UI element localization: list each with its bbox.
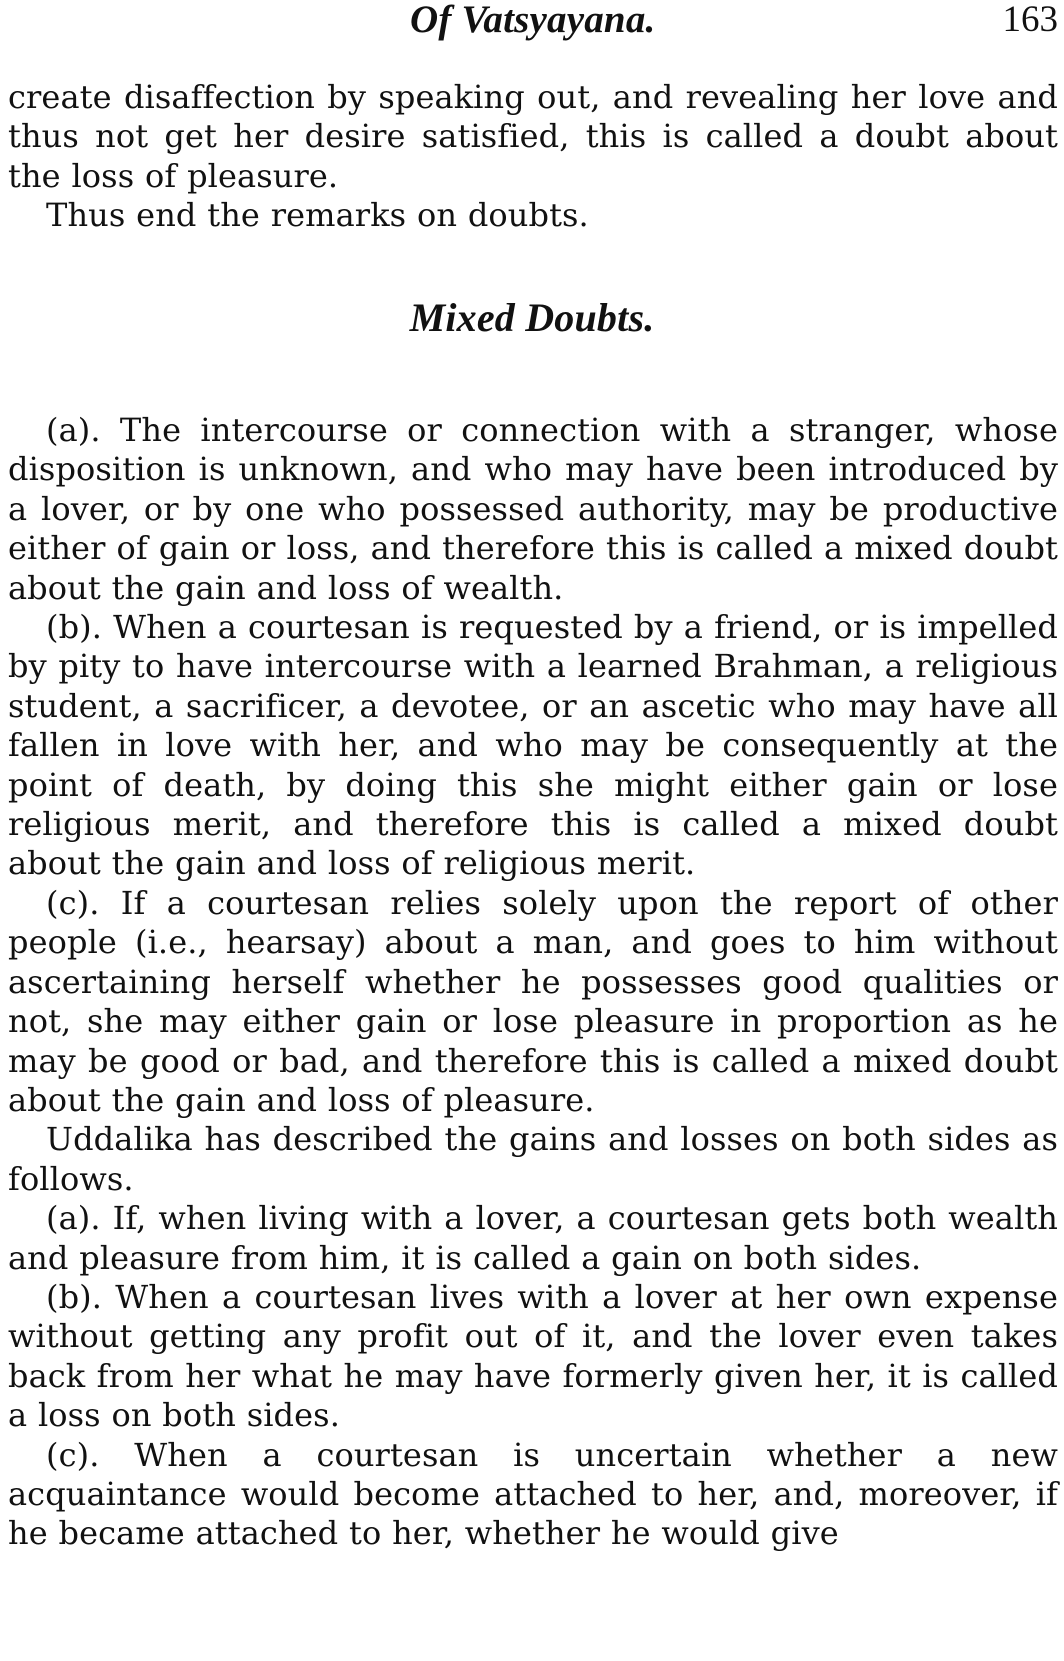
running-title: Of Vatsyayana.: [410, 0, 656, 41]
paragraph-uddalika: Uddalika has described the gains and losses on both sides as follows.: [8, 1120, 1058, 1198]
running-head: [0, 0, 1064, 42]
intro-text-block: [8, 78, 1058, 236]
paragraph-both-sides-c: (c). When a courtesan is uncertain whether a new acquaintance would become attached to her, and, moreover, if he became attached to her, whether he would give: [8, 1435, 1058, 1553]
paragraph-mixed-a: (a). The intercourse or connection with a stranger, whose disposition is unknown, and who may have been introduced by a lover, or by one who possessed authority, may be productive either of gain or loss, and therefore this is called a mixed doubt about the gain and loss of wealth.: [8, 411, 1058, 607]
paragraph-mixed-c: (c). If a courtesan relies solely upon the report of other people (i.e., hearsay) about a man, and goes to him without ascertaining herself whether he possesses good qualities or not, she may either gain or lose pleasure in proportion as he may be good or bad, and therefore this is called a mixed doubt about the gain and loss of pleasure.: [8, 883, 1058, 1119]
page-number: 163: [1002, 0, 1058, 40]
paragraph-both-sides-a: (a). If, when living with a lover, a courtesan gets both wealth and pleasure from him, it is called a gain on both sides.: [8, 1199, 1058, 1277]
paragraph-both-sides-b: (b). When a courtesan lives with a lover at her own expense without getting any profit out of it, and the lover even takes back from her what he may have formerly given her, it is called a loss on both sides.: [8, 1277, 1058, 1435]
paragraph-end-of-doubts: Thus end the remarks on doubts.: [46, 196, 589, 235]
paragraph-mixed-b: (b). When a courtesan is requested by a friend, or is impelled by pity to have intercourse with a learned Brahman, a religious student, a sacrificer, a devotee, or an ascetic who may have all fallen in love with her, and who may be consequently at the point of death, by doing this she might either gain or lose religious merit, and therefore this is called a mixed doubt about the gain and loss of religious merit.: [8, 608, 1058, 883]
section-heading-mixed-doubts: Mixed Doubts.: [409, 295, 655, 340]
mixed-doubts-text-block: [8, 411, 1058, 1554]
paragraph-continuation: create disaffection by speaking out, and revealing her love and thus not get her desire satisfied, this is called a doubt about the loss of pleasure.: [8, 78, 1058, 195]
